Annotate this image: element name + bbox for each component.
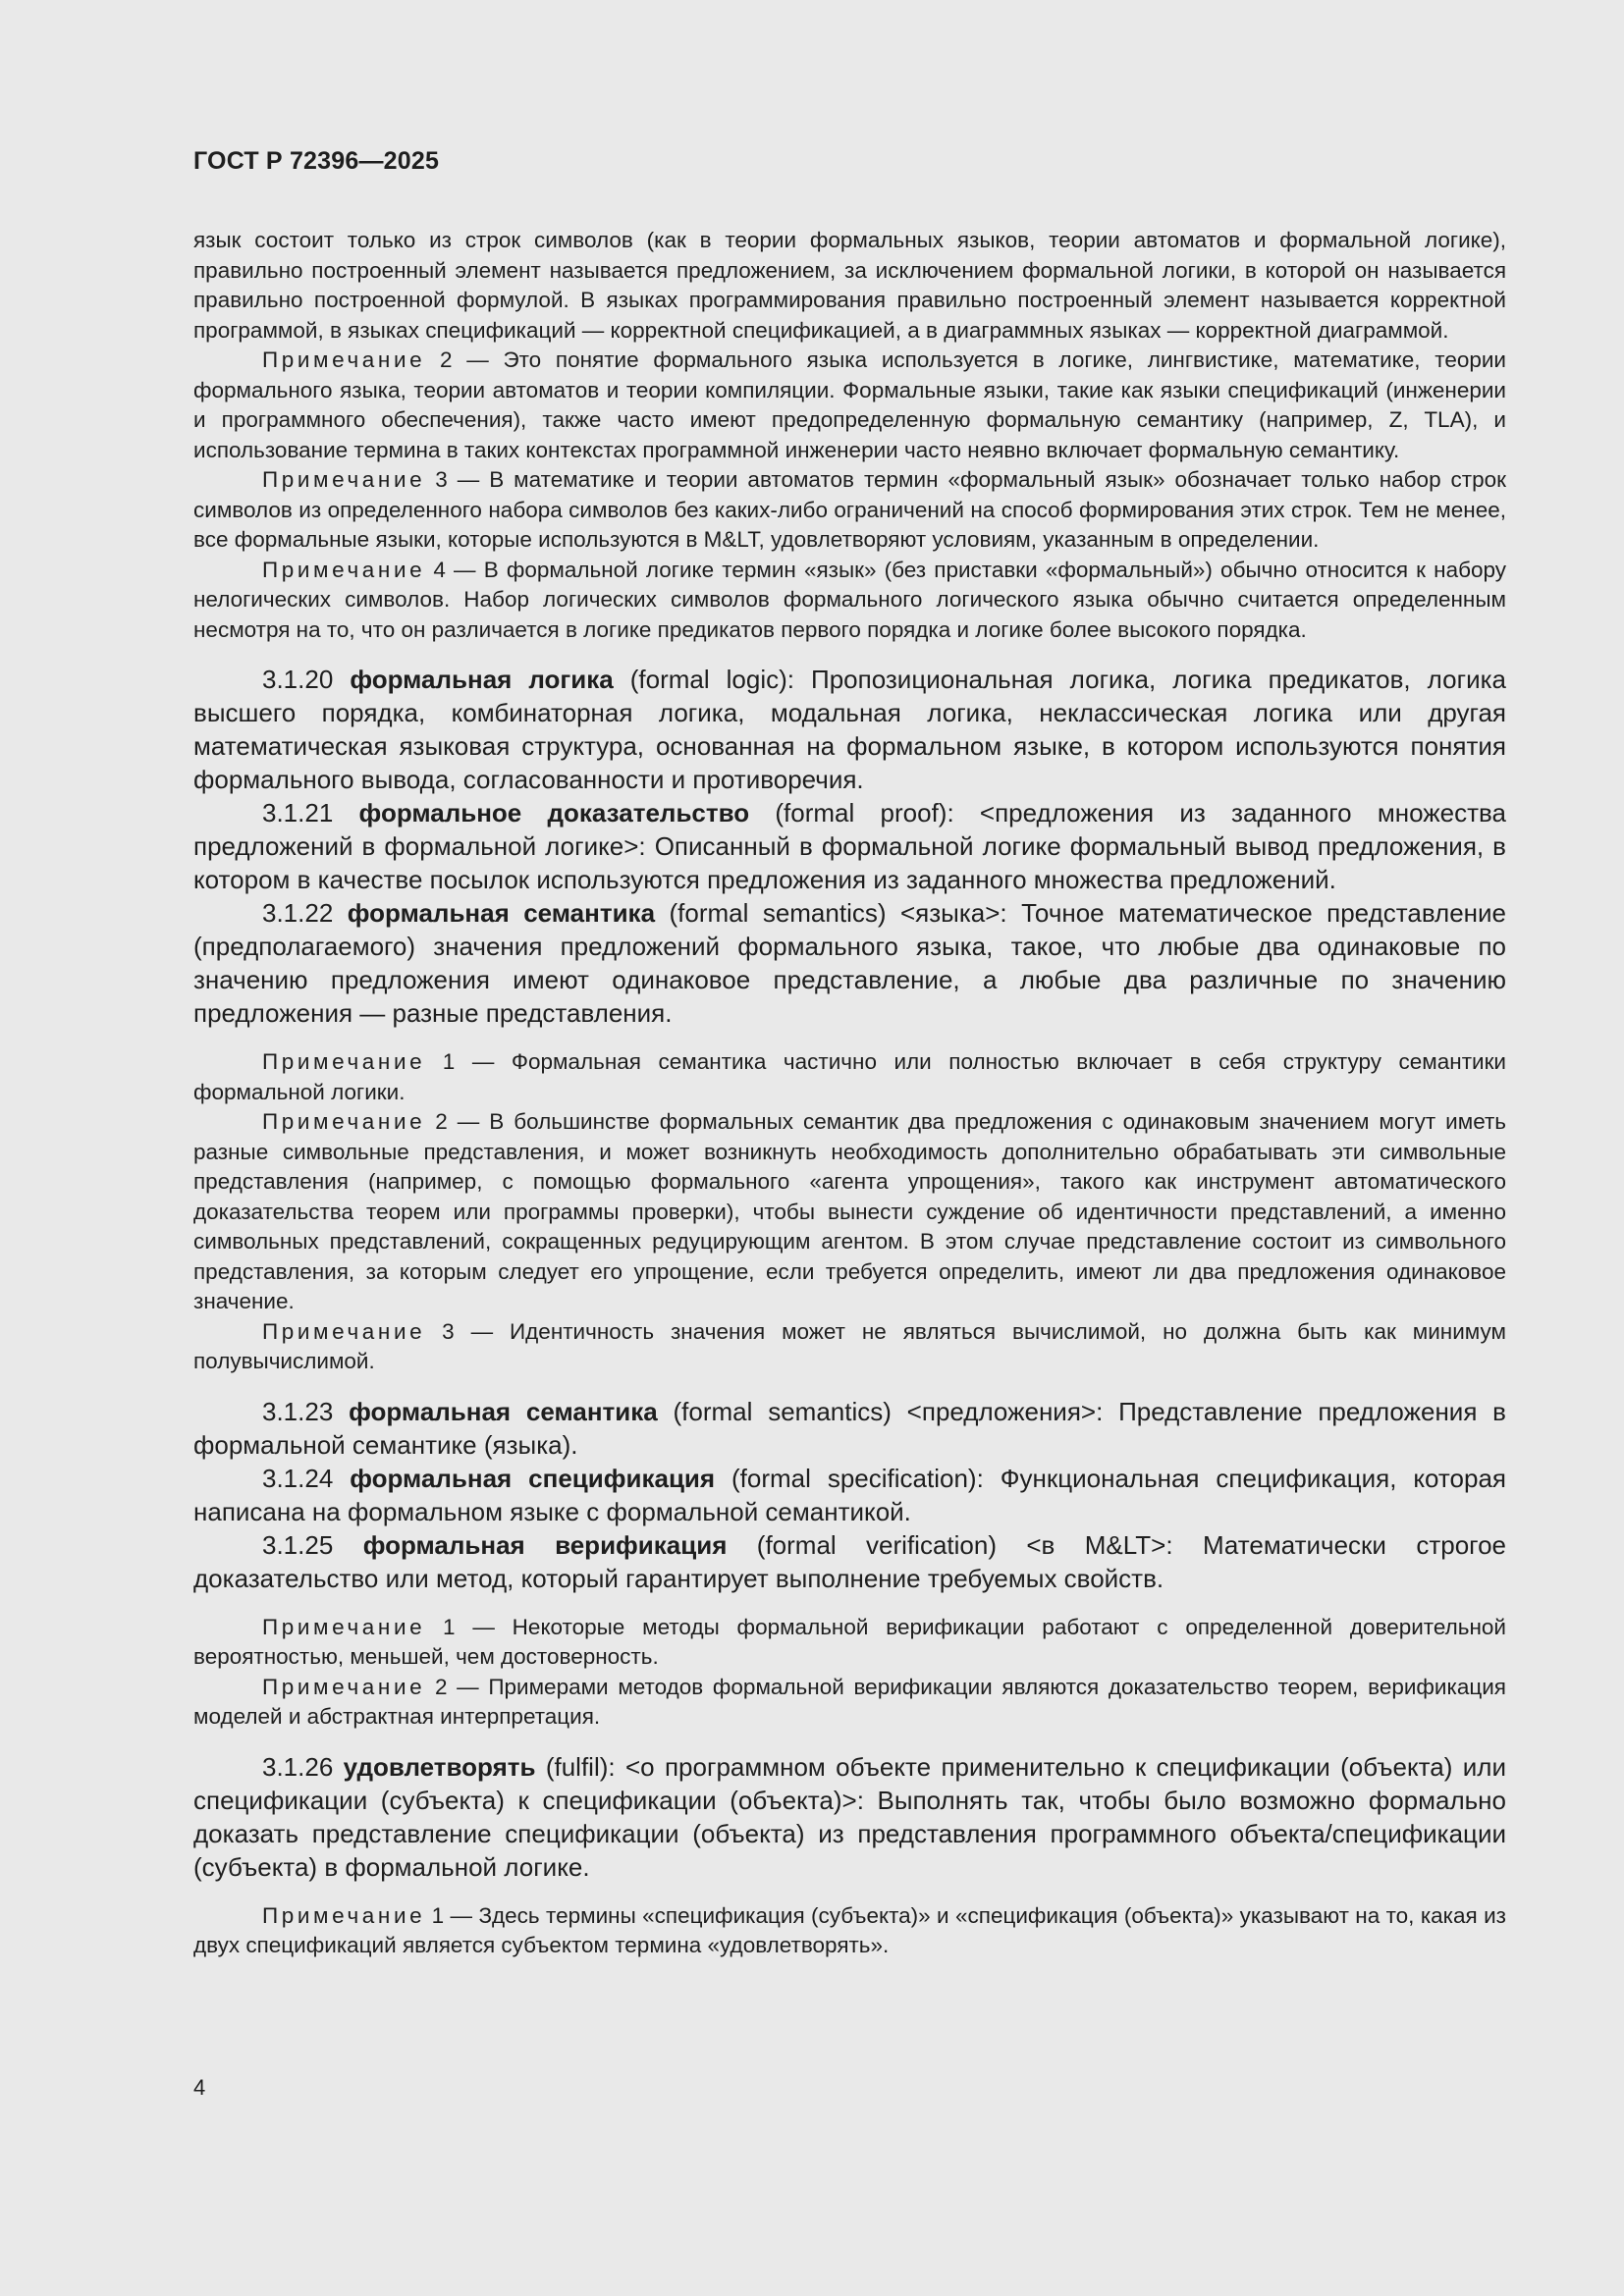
note: [193, 346, 1506, 465]
term-name: формальная семантика: [349, 1396, 658, 1426]
term-definition: (formal specification): Функциональная спецификация, которая написана на формальном языке с формальной семантикой.: [193, 1463, 1506, 1526]
term-definition: (fulfil): <о программном объекте применительно к спецификации (объекта) или спецификации (субъекта) к спецификации (объекта)>: Выполнять так, чтобы было возможно формально доказать представление спецификации (объекта) из представления программного объекта/спецификации (субъекта) в формальной логике.: [193, 1751, 1506, 1882]
term-entry: [193, 1750, 1506, 1884]
note-text: 1 — Формальная семантика частично или полностью включает в себя структуру семантики формальной логики.: [193, 1049, 1506, 1104]
note-label: Примечание: [262, 557, 426, 582]
note-text: 3 — Идентичность значения может не являться вычислимой, но должна быть как минимум полувычислимой.: [193, 1318, 1506, 1373]
term-entry: [193, 663, 1506, 796]
note-label: Примечание: [262, 1902, 426, 1928]
note-text: 2 — Это понятие формального языка используется в логике, лингвистике, математике, теории формального языка, теории автоматов и теории компиляции. Формальные языки, такие как языки спецификаций (инженерии и программного обеспечения), также часто имеют предопределенную формальную семантику (например, Z, TLA), и использование термина в таких контекстах программной инженерии часто неявно включает формальную семантику.: [193, 347, 1506, 462]
note-label: Примечание: [262, 1614, 426, 1639]
term-number: 3.1.26: [262, 1751, 334, 1782]
term-name: формальная верификация: [362, 1529, 728, 1560]
note-text: 2 — В большинстве формальных семантик два предложения с одинаковым значением могут иметь разные символьные представления, и может возникнуть необходимость дополнительно обрабатывать эти символьные представления (например, с помощью формального «агента упрощения», такого как инструмент автоматического доказательства теорем или программы проверки), чтобы вынести суждение об идентичности представлений, а именно символьных представлений, сокращенных редуцирующим агентом. В этом случае представление состоит из символьного представления, за которым следует его упрощение, если требуется определить, имеют ли два предложения одинаковое значение.: [193, 1109, 1506, 1313]
term-entry: [193, 896, 1506, 1030]
note: [193, 1901, 1506, 1961]
term-name: формальная логика: [350, 665, 614, 694]
term-entry: [193, 1395, 1506, 1462]
term-definition: (formal logic): Пропозициональная логика, логика предикатов, логика высшего порядка, комбинаторная логика, модальная логика, неклассическая логика или другая математическая языковая структура, основанная на формальном языке, в котором используются понятия формального вывода, согласованности и противоречия.: [193, 665, 1507, 794]
document-body: [193, 226, 1506, 1961]
note-label: Примечание: [262, 1109, 426, 1134]
note: [193, 1047, 1506, 1107]
term-number: 3.1.23: [262, 1396, 334, 1426]
term-number: 3.1.24: [262, 1463, 334, 1493]
term-number: 3.1.20: [262, 665, 334, 694]
note: [193, 1107, 1506, 1317]
note-label: Примечание: [262, 1674, 426, 1699]
paragraph: [193, 226, 1506, 346]
note-label: Примечание: [262, 467, 426, 492]
term-number: 3.1.22: [262, 898, 334, 928]
note-text: 1 — Здесь термины «спецификация (субъекта)» и «спецификация (объекта)» указывают на то, какая из двух спецификаций является субъектом термина «удовлетворять».: [193, 1902, 1506, 1957]
document-header: ГОСТ Р 72396—2025: [193, 147, 440, 175]
note-label: Примечание: [262, 1049, 426, 1074]
note-text: 4 — В формальной логике термин «язык» (без приставки «формальный») обычно относится к набору нелогических символов. Набор логических символов формального логического языка обычно считается определенным несмотря на то, что он различается в логике предикатов первого порядка и логике более высокого порядка.: [193, 557, 1506, 642]
term-definition: (formal semantics) <языка>: Точное математическое представление (предполагаемого) значения предложений формального языка, такое, что любые два одинаковые по значению предложения имеют одинаковое представление, а любые два различные по значению предложения — разные представления.: [193, 898, 1507, 1028]
term-name: формальная семантика: [347, 898, 656, 928]
note: [193, 1673, 1506, 1733]
note: [193, 556, 1506, 646]
term-definition: (formal proof): <предложения из заданного множества предложений в формальной логике>: Описанный в формальной логике формальный вывод предложения, в котором в качестве посылок используются предложения из заданного множества предложений.: [193, 798, 1506, 894]
paragraph-text: язык состоит только из строк символов (как в теории формальных языков, теории автоматов и формальной логике), правильно построенный элемент называется предложением, за исключением формальной логики, в которой он называется правильно построенной формулой. В языках программирования правильно построенный элемент называется корректной программой, в языках спецификаций — корректной спецификацией, а в диаграммных языках — корректной диаграммой.: [193, 228, 1506, 343]
term-definition: (formal semantics) <предложения>: Представление предложения в формальной семантике (языка).: [193, 1396, 1506, 1460]
page-number: 4: [193, 2075, 206, 2100]
note-text: 2 — Примерами методов формальной верификации являются доказательство теорем, верификация моделей и абстрактная интерпретация.: [193, 1674, 1506, 1729]
term-definition: (formal verification) <в M&LT>: Математически строгое доказательство или метод, который гарантирует выполнение требуемых свойств.: [193, 1529, 1506, 1593]
term-name: удовлетворять: [343, 1751, 536, 1782]
note: [193, 1613, 1506, 1673]
note-text: 3 — В математике и теории автоматов термин «формальный язык» обозначает только набор строк символов из определенного набора символов без каких-либо ограничений на способ формирования этих строк. Тем не менее, все формальные языки, которые используются в M&LT, удовлетворяют условиям, указанным в определении.: [193, 467, 1506, 552]
term-entry: [193, 1528, 1506, 1595]
term-name: формальное доказательство: [358, 798, 750, 828]
note-text: 1 — Некоторые методы формальной верификации работают с определенной доверительной вероятностью, меньшей, чем достоверность.: [193, 1614, 1506, 1669]
term-number: 3.1.21: [262, 798, 334, 828]
term-entry: [193, 796, 1506, 896]
note-label: Примечание: [262, 1318, 426, 1344]
term-entry: [193, 1462, 1506, 1528]
note: [193, 465, 1506, 556]
note: [193, 1317, 1506, 1377]
term-number: 3.1.25: [262, 1529, 334, 1560]
term-name: формальная спецификация: [350, 1463, 716, 1493]
note-label: Примечание: [262, 347, 426, 372]
